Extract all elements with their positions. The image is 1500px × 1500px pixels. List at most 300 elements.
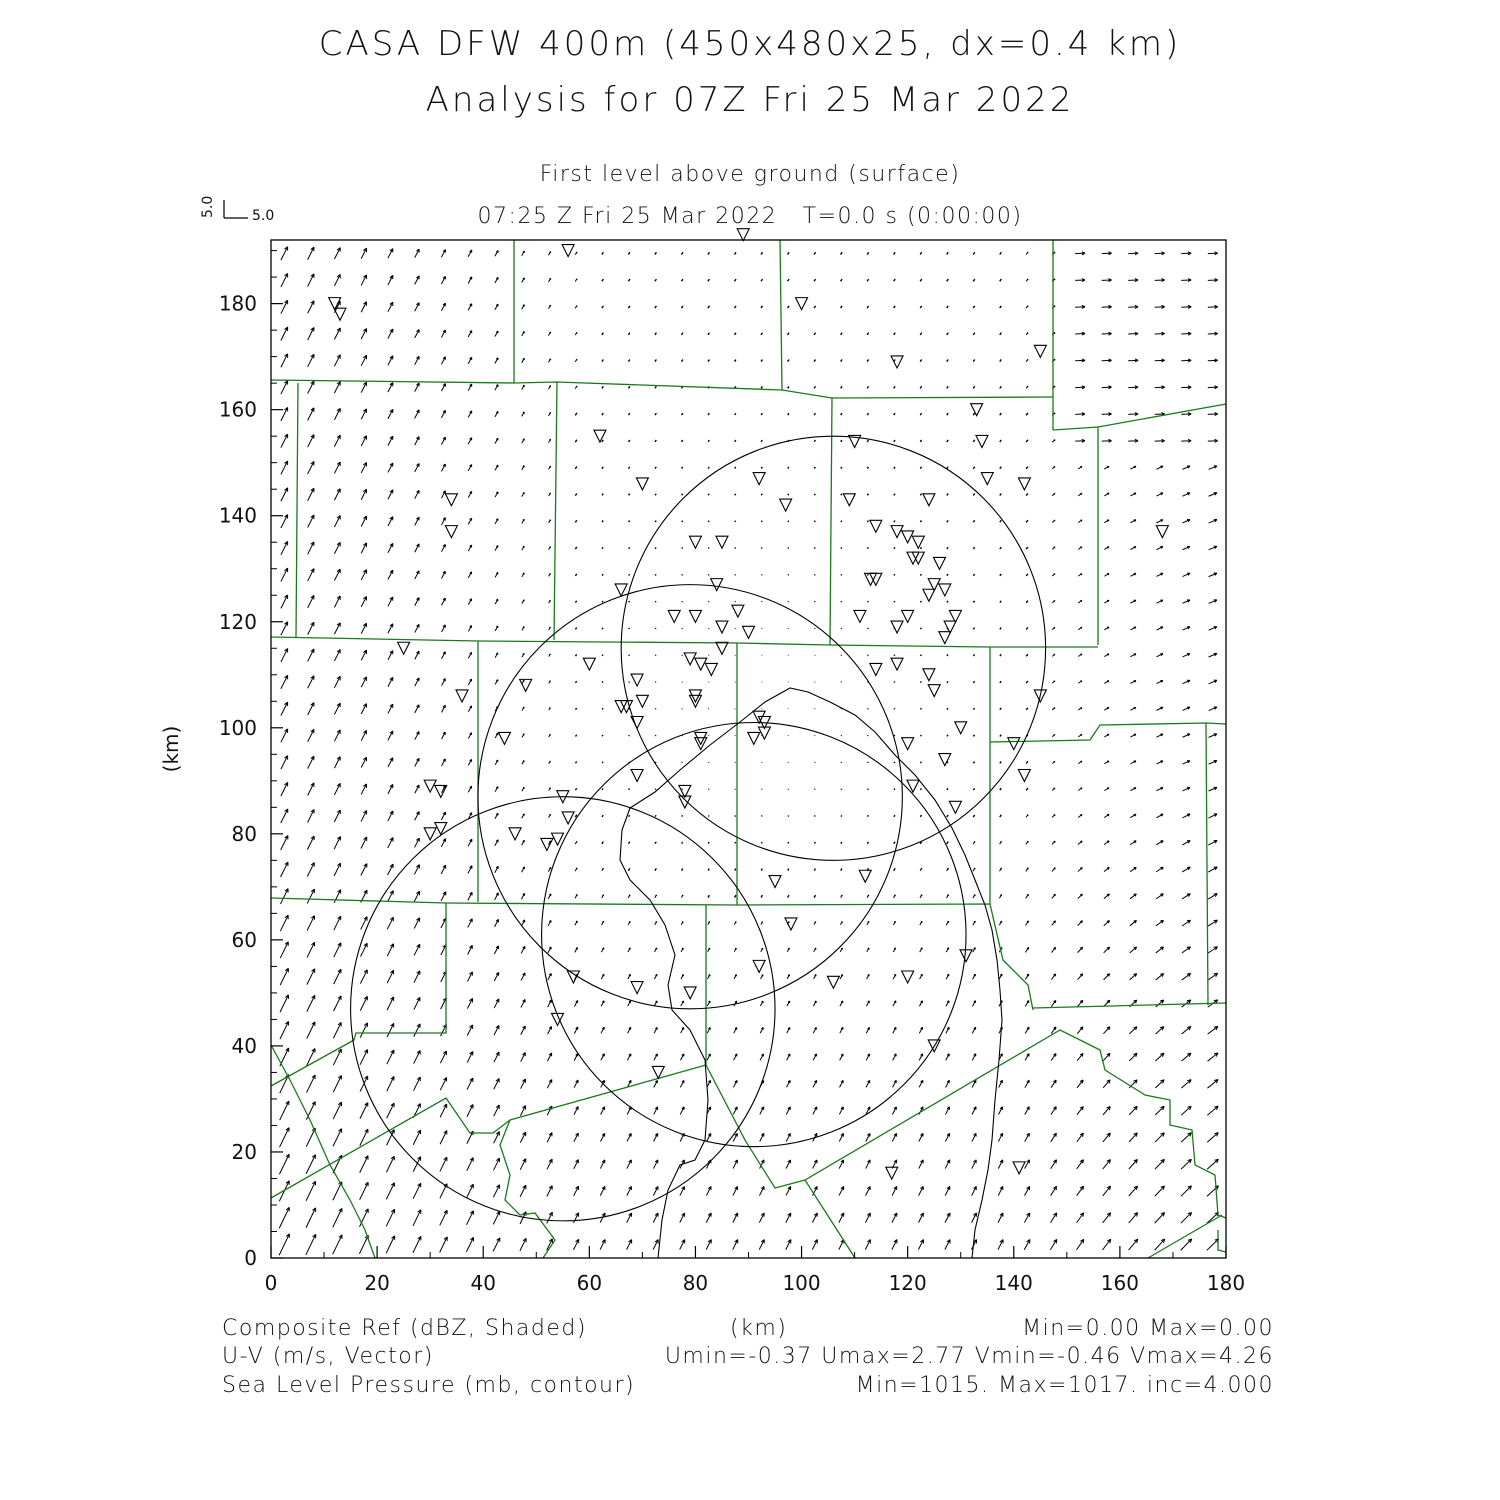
wind-vector (682, 869, 683, 871)
wind-vector (1000, 279, 1002, 281)
y-tick-label: 60 (231, 927, 257, 952)
station-marker (949, 801, 961, 813)
wind-vector (575, 493, 576, 495)
wind-vector (1000, 601, 1001, 603)
wind-vector (1104, 974, 1110, 980)
wind-vector (682, 467, 683, 469)
station-marker (743, 626, 755, 638)
wind-vector (761, 895, 762, 897)
x-tick-label: 80 (682, 1271, 709, 1295)
wind-vector (814, 467, 815, 469)
wind-vector (307, 1075, 316, 1093)
wind-vector (1000, 467, 1001, 469)
station-marker (843, 494, 855, 506)
wind-vector (1155, 1106, 1164, 1115)
wind-vector (655, 574, 656, 575)
wind-vector (1000, 574, 1001, 576)
wind-vector (602, 547, 603, 549)
wind-vector (413, 1183, 421, 1199)
wind-vector (575, 815, 576, 817)
wind-vector (1000, 547, 1001, 549)
wind-vector (629, 494, 630, 496)
wind-vector (655, 682, 656, 683)
wind-vector (867, 360, 868, 362)
wind-vector (947, 815, 948, 817)
wind-vector (575, 547, 576, 549)
station-marker (960, 950, 972, 962)
wind-vector (761, 413, 762, 415)
wind-vector (602, 279, 604, 281)
y-tick-label: 120 (218, 609, 257, 634)
wind-vector (1181, 1133, 1191, 1142)
wind-vector (973, 628, 974, 630)
wind-vector (708, 306, 709, 308)
wind-vector (628, 386, 629, 388)
wind-vector (280, 1101, 289, 1120)
station-marker (827, 976, 839, 988)
wind-vector (894, 762, 895, 763)
wind-vector (868, 762, 869, 763)
station-marker (684, 653, 696, 665)
wind-vector (841, 789, 842, 790)
wind-vector (306, 1102, 315, 1120)
wind-vector (655, 494, 656, 496)
station-marker (886, 1167, 898, 1179)
wind-vector (386, 1156, 394, 1172)
wind-vector (281, 836, 288, 850)
wind-vector (628, 360, 629, 362)
observation-stations (329, 229, 1169, 1179)
station-marker (684, 987, 696, 999)
wind-vector (655, 386, 656, 388)
wind-vector (307, 916, 314, 931)
wind-vector (814, 869, 815, 871)
wind-vector (655, 521, 656, 522)
wind-vector (841, 628, 842, 629)
wind-vector (894, 547, 895, 548)
wind-vector (841, 360, 842, 362)
wind-vector (1000, 520, 1001, 522)
wind-vector (655, 279, 657, 281)
station-marker (424, 828, 436, 840)
wind-vector (575, 601, 576, 603)
wind-vector (920, 333, 922, 335)
wind-vector (973, 467, 974, 469)
wind-vector (1000, 681, 1001, 683)
wind-vector (920, 735, 921, 736)
y-axis (219, 251, 283, 1270)
station-marker (705, 663, 717, 675)
wind-vector (947, 252, 949, 254)
wind-vector (628, 252, 630, 254)
wind-vector (973, 762, 974, 764)
station-marker (753, 960, 765, 972)
wind-vector (920, 681, 921, 682)
wind-vector (761, 816, 762, 817)
wind-vector (761, 252, 763, 254)
wind-vector (1103, 1213, 1111, 1223)
wind-vector (868, 735, 869, 736)
wind-vector (682, 494, 683, 495)
wind-vector (1026, 520, 1028, 522)
wind-vector (841, 333, 842, 335)
station-marker (695, 658, 707, 670)
x-tick-label: 20 (364, 1271, 390, 1295)
station-marker (748, 732, 760, 744)
wind-vector (815, 601, 816, 602)
wind-vector (814, 413, 815, 415)
wind-vector (761, 574, 762, 575)
wind-vector (947, 547, 948, 549)
station-marker (939, 754, 951, 766)
station-marker (424, 780, 436, 792)
wind-vector (1026, 547, 1028, 549)
wind-vector (575, 574, 576, 576)
wind-vector (1000, 252, 1002, 254)
wind-vector (867, 333, 868, 335)
wind-vector (629, 789, 630, 790)
wind-vector (947, 359, 949, 361)
wind-vector (655, 815, 656, 816)
y-tick-label: 80 (231, 821, 257, 846)
legend-pressure-stats: Min=1015. Max=1017. inc=4.000 (855, 1373, 1274, 1398)
wind-vector (602, 467, 603, 469)
wind-vector (735, 869, 736, 871)
wind-vector (761, 869, 762, 871)
wind-vector (280, 942, 288, 958)
wind-vector (894, 708, 895, 709)
wind-vector (682, 601, 683, 602)
wind-vector (602, 788, 603, 789)
station-marker (870, 520, 882, 532)
station-marker (562, 245, 574, 257)
wind-vector (735, 842, 736, 843)
wind-vector (1182, 1027, 1191, 1035)
wind-vector (867, 467, 868, 469)
wind-vector (359, 1235, 368, 1253)
station-marker (541, 838, 553, 850)
wind-vector (602, 413, 603, 415)
wind-vector (576, 708, 577, 710)
wind-vector (761, 386, 762, 388)
station-marker (891, 658, 903, 670)
wind-vector (814, 440, 815, 442)
x-tick-label: 40 (470, 1271, 496, 1295)
wind-vector (708, 815, 709, 816)
x-tick-label: 100 (782, 1271, 821, 1295)
wind-vector (894, 574, 895, 575)
wind-vector (629, 574, 630, 575)
wind-vector (947, 413, 948, 415)
wind-vector (868, 708, 869, 709)
wind-vector-field (279, 247, 1219, 1256)
wind-vector (440, 1237, 448, 1252)
wind-vector (761, 521, 762, 522)
wind-vector (814, 895, 815, 898)
wind-vector (788, 869, 789, 871)
wind-vector (280, 995, 288, 1012)
wind-vector (682, 815, 683, 816)
wind-vector (735, 467, 736, 469)
station-marker (498, 732, 510, 744)
wind-vector (360, 1049, 367, 1064)
wind-vector (920, 547, 921, 549)
station-marker (934, 557, 946, 569)
wind-vector (867, 494, 868, 496)
wind-vector (815, 789, 816, 790)
wind-vector (655, 547, 656, 548)
wind-vector (973, 520, 974, 522)
wind-vector (788, 467, 789, 469)
wind-vector (334, 996, 342, 1011)
wind-vector (1208, 1053, 1218, 1061)
wind-vector (708, 895, 709, 897)
station-marker (631, 770, 643, 782)
wind-vector (1000, 306, 1002, 308)
wind-vector (1000, 413, 1002, 415)
wind-vector (894, 815, 895, 817)
wind-vector (841, 252, 843, 254)
x-tick-label: 60 (576, 1271, 603, 1295)
y-tick-label: 40 (231, 1033, 257, 1058)
wind-vector (1129, 1186, 1138, 1196)
wind-vector (920, 762, 921, 763)
wind-vector (867, 521, 868, 522)
wind-vector (814, 815, 815, 816)
wind-vector (1103, 1186, 1111, 1196)
wind-vector (602, 306, 604, 308)
wind-vector (602, 333, 604, 335)
wind-vector (894, 789, 895, 790)
wind-vector (1026, 627, 1028, 629)
wind-vector (602, 494, 603, 496)
wind-vector (788, 360, 789, 362)
wind-vector (814, 252, 816, 254)
wind-vector (602, 708, 603, 709)
wind-vector (333, 1129, 342, 1147)
wind-vector (655, 413, 656, 415)
wind-vector (1000, 761, 1001, 763)
wind-vector (1129, 1080, 1137, 1088)
wind-vector (602, 574, 603, 575)
wind-vector (814, 333, 815, 335)
wind-vector (735, 333, 736, 335)
wind-vector (947, 306, 949, 308)
station-marker (981, 473, 993, 485)
wind-vector (761, 440, 762, 442)
wind-vector (1129, 1213, 1138, 1223)
wind-vector (841, 413, 842, 415)
wind-vector (629, 682, 630, 683)
station-marker (859, 870, 871, 882)
wind-vector (1208, 1026, 1218, 1034)
wind-vector (655, 601, 656, 602)
plot-frame (271, 240, 1226, 1258)
wind-vector (682, 842, 683, 844)
wind-vector (306, 1181, 315, 1200)
wind-vector (920, 788, 921, 789)
station-marker (398, 642, 410, 654)
wind-vector (279, 1234, 289, 1255)
station-marker (854, 610, 866, 622)
wind-vector (1026, 493, 1028, 495)
wind-vector (788, 548, 789, 549)
wind-vector (788, 279, 790, 281)
wind-vector (841, 574, 842, 575)
wind-vector (1000, 654, 1001, 656)
wind-vector (307, 1048, 315, 1065)
wind-vector (359, 1209, 368, 1227)
wind-vector (386, 1236, 394, 1253)
wind-vector (629, 815, 630, 817)
wind-vector (279, 1154, 289, 1174)
wind-vector (682, 574, 683, 575)
wind-vector (440, 1210, 447, 1225)
wind-vector (814, 842, 815, 843)
x-tick-label: 0 (264, 1271, 278, 1295)
station-marker (1018, 770, 1030, 782)
wind-vector (841, 842, 842, 844)
wind-vector (841, 547, 842, 548)
wind-vector (1181, 1106, 1191, 1115)
legend-wind-label: U-V (m/s, Vector) (222, 1344, 434, 1369)
x-tick-label: 160 (1100, 1271, 1139, 1295)
wind-vector (894, 467, 895, 469)
wind-vector (655, 252, 657, 254)
wind-vector (920, 574, 921, 575)
wind-vector (333, 1235, 342, 1254)
wind-vector (788, 842, 789, 843)
station-marker (716, 536, 728, 548)
wind-vector (973, 601, 974, 603)
wind-vector (973, 494, 974, 496)
wind-vector (1130, 974, 1137, 980)
wind-vector (655, 628, 656, 629)
wind-vector (973, 708, 974, 710)
wind-vector (788, 306, 789, 308)
wind-vector (920, 440, 921, 442)
wind-vector (602, 440, 603, 442)
wind-vector (920, 815, 921, 817)
wind-vector (655, 708, 656, 709)
wind-vector (682, 521, 683, 522)
wind-vector (947, 708, 948, 709)
wind-vector (1026, 681, 1028, 683)
wind-vector (1000, 628, 1001, 630)
plot-title-line2: Analysis for 07Z Fri 25 Mar 2022 (425, 80, 1075, 120)
wind-vector (1103, 1239, 1111, 1250)
radar-range-rings (351, 436, 1046, 1221)
wind-vector (602, 359, 603, 361)
wind-vector (735, 895, 736, 897)
wind-vector (788, 494, 789, 495)
wind-vector (734, 252, 736, 254)
station-marker (689, 610, 701, 622)
wind-vector (602, 815, 603, 817)
wind-vector (1103, 1053, 1110, 1060)
wind-vector (1129, 1239, 1138, 1250)
wind-vector (681, 306, 682, 308)
wind-vector (841, 467, 842, 469)
wind-vector (602, 762, 603, 763)
wind-vector (947, 386, 948, 388)
wind-vector (602, 386, 603, 388)
wind-vector (306, 1208, 316, 1228)
wind-vector (814, 386, 815, 388)
wind-vector (602, 601, 603, 602)
wind-vector (602, 681, 603, 682)
station-marker (902, 531, 914, 543)
wind-vector (467, 1211, 474, 1225)
wind-vector (708, 548, 709, 549)
wind-vector (841, 868, 842, 870)
wind-vector (788, 574, 789, 575)
station-marker (456, 690, 468, 702)
wind-vector (280, 915, 288, 931)
wind-vector (814, 306, 815, 308)
wind-vector (920, 386, 921, 388)
wind-vector (708, 279, 710, 281)
station-marker (753, 473, 765, 485)
wind-vector (307, 995, 315, 1011)
wind-vector (841, 521, 842, 522)
station-marker (711, 579, 723, 591)
y-tick-label: 20 (231, 1139, 257, 1164)
wind-vector (841, 762, 842, 763)
x-axis-unit-label: (km) (730, 1316, 788, 1341)
wind-vector (708, 574, 709, 575)
county-boundaries (271, 240, 1226, 1258)
wind-vector (1026, 601, 1028, 603)
wind-vector (682, 413, 683, 415)
wind-vector (894, 521, 895, 523)
station-marker (689, 690, 701, 702)
wind-vector (1026, 467, 1028, 469)
legend-pressure-label: Sea Level Pressure (mb, contour) (222, 1373, 636, 1398)
wind-vector (708, 333, 709, 335)
wind-vector (413, 1210, 421, 1226)
wind-vector (867, 815, 868, 816)
wind-vector (1104, 947, 1110, 953)
x-axis (265, 1246, 1245, 1295)
wind-vector (920, 252, 922, 254)
wind-vector (868, 601, 869, 602)
wind-vector (734, 279, 736, 281)
wind-vector (708, 467, 709, 469)
legend-reflectivity-stats: Min=0.00 Max=0.00 (1022, 1316, 1274, 1341)
station-marker (785, 918, 797, 930)
wind-vector (1207, 1106, 1218, 1115)
wind-vector (973, 547, 974, 549)
wind-vector (761, 467, 762, 469)
vector-key (200, 196, 274, 224)
wind-vector (947, 574, 948, 576)
wind-vector (1026, 413, 1028, 415)
wind-vector (1207, 1239, 1219, 1250)
station-marker (955, 722, 967, 734)
wind-vector (333, 1076, 341, 1093)
station-marker (445, 526, 457, 538)
x-tick-label: 120 (888, 1271, 927, 1295)
wind-vector (575, 762, 576, 764)
wind-vector (655, 868, 656, 870)
station-marker (716, 621, 728, 633)
wind-vector (735, 574, 736, 575)
wind-vector (973, 574, 974, 576)
wind-vector (735, 548, 736, 549)
wind-vector (655, 762, 656, 763)
wind-vector (334, 969, 341, 984)
